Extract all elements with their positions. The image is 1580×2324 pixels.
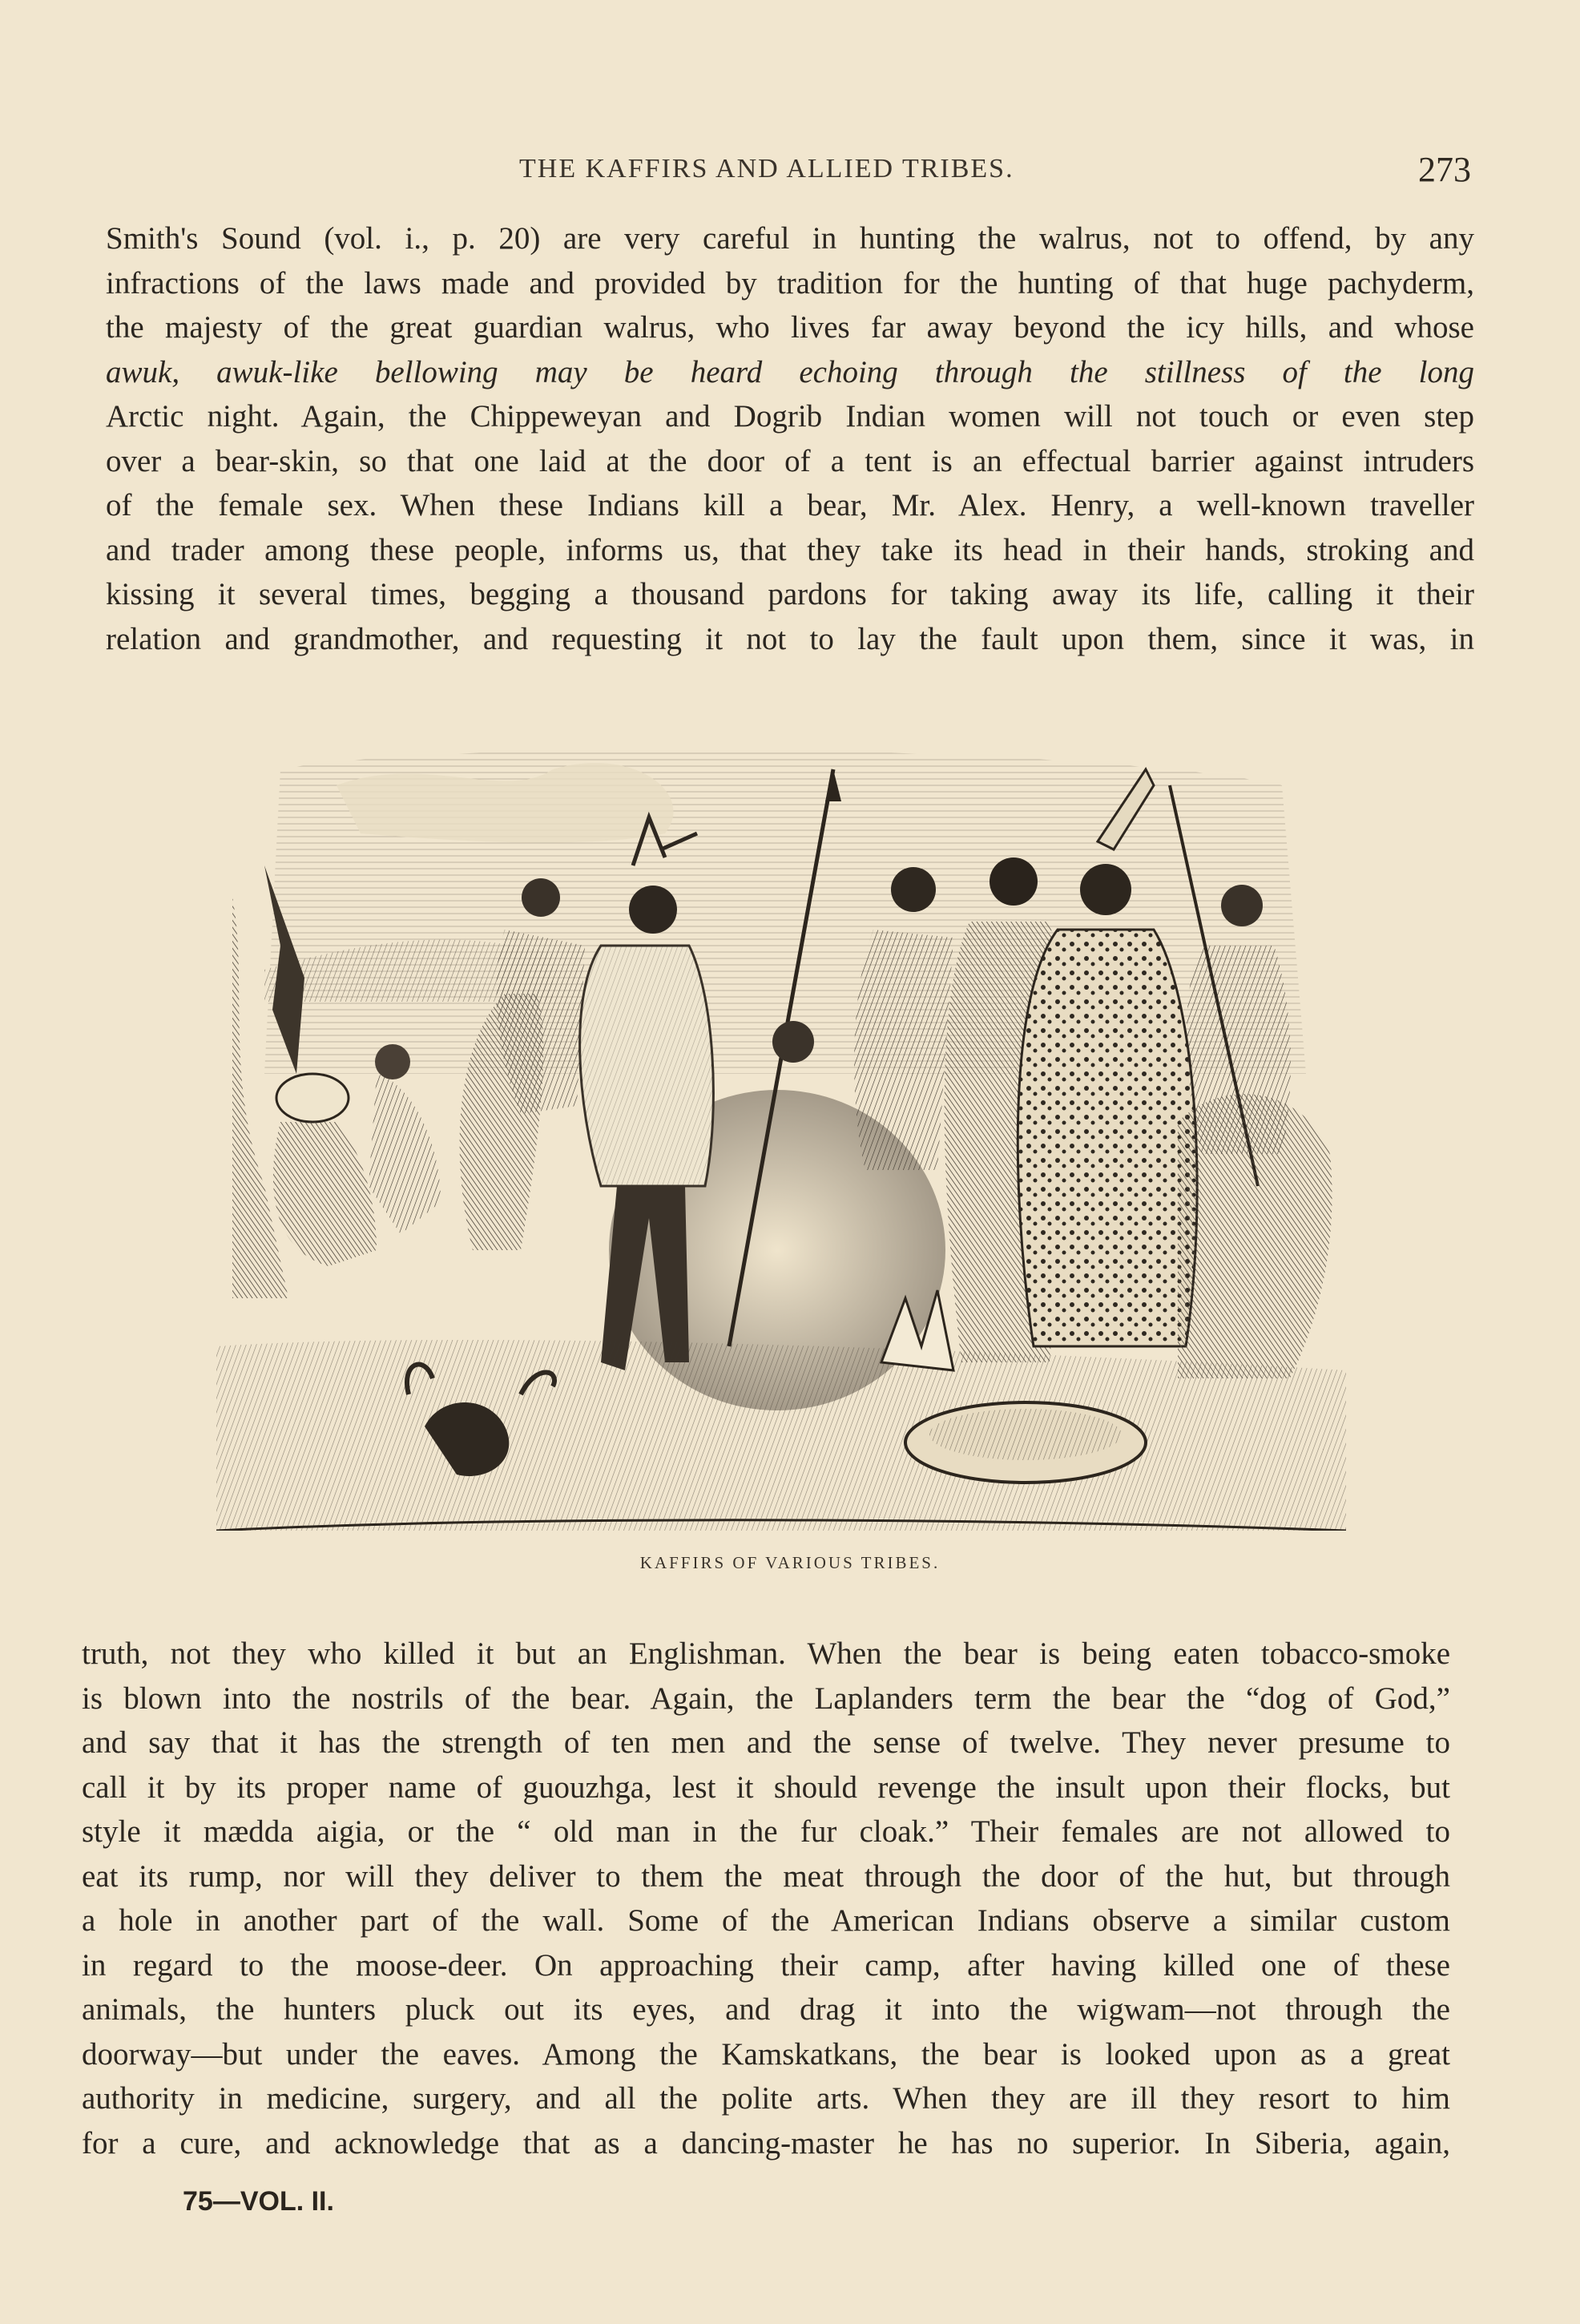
text-line: the majesty of the great guardian walrus, who lives far away beyond the icy hills, and whose	[106, 310, 1474, 345]
text-line: authority in medicine, surgery, and all the polite arts. When they are ill they resort to him	[82, 2081, 1450, 2116]
running-head: THE KAFFIRS AND ALLIED TRIBES.	[519, 154, 1014, 184]
paragraph-top	[106, 216, 1474, 661]
text-line: for a cure, and acknowledge that as a dancing-master he has no superior. In Siberia, again,	[82, 2125, 1450, 2161]
text-line: call it by its proper name of guouzhga, lest it should revenge the insult upon their flocks, but	[82, 1769, 1450, 1805]
text-line: over a bear-skin, so that one laid at the door of a tent is an effectual barrier against intruders	[106, 443, 1474, 478]
page-number: 273	[1418, 150, 1471, 189]
text-line: in regard to the moose-deer. On approaching their camp, after having killed one of these	[82, 1947, 1450, 1983]
text-line: and say that it has the strength of ten men and the sense of twelve. They never presume to	[82, 1725, 1450, 1760]
text-line: awuk, awuk-like bellowing may be heard echoing through the stillness of the long	[106, 354, 1474, 389]
page-header	[0, 149, 1580, 197]
text-line: a hole in another part of the wall. Some of the American Indians observe a similar custom	[82, 1903, 1450, 1938]
text-line: animals, the hunters pluck out its eyes, and drag it into the wigwam—not through the	[82, 1992, 1450, 2027]
figure-caption: KAFFIRS OF VARIOUS TRIBES.	[639, 1553, 941, 1572]
text-line: Smith's Sound (vol. i., p. 20) are very careful in hunting the walrus, not to offend, by any	[106, 221, 1474, 256]
text-line: Arctic night. Again, the Chippeweyan and Dogrib Indian women will not touch or even step	[106, 399, 1474, 434]
text-line: kissing it several times, begging a thousand pardons for taking away its life, calling it their	[106, 577, 1474, 611]
text-line: is blown into the nostrils of the bear. Again, the Laplanders term the bear the “dog of God,”	[82, 1680, 1450, 1716]
signature-mark: 75—VOL. II.	[183, 2186, 334, 2217]
text-line: infractions of the laws made and provided by tradition for the hunting of that huge pachyderm,	[106, 265, 1474, 301]
text-line: truth, not they who killed it but an Englishman. When the bear is being eaten tobacco-smoke	[82, 1636, 1450, 1671]
text-line: eat its rump, nor will they deliver to them the meat through the door of the hut, but through	[82, 1858, 1450, 1894]
text-line: of the female sex. When these Indians kill a bear, Mr. Alex. Henry, a well-known traveller	[106, 488, 1474, 522]
paragraph-bottom	[82, 1632, 1450, 2165]
text-line: relation and grandmother, and requesting it not to lay the fault upon them, since it was, in	[106, 621, 1474, 656]
engraving-illustration	[216, 737, 1346, 1531]
text-line: and trader among these people, informs us, that they take its head in their hands, stroking and	[106, 532, 1474, 567]
text-line: doorway—but under the eaves. Among the Kamskatkans, the bear is looked upon as a great	[82, 2036, 1450, 2072]
text-line: style it mædda aigia, or the “ old man in the fur cloak.” Their females are not allowed to	[82, 1814, 1450, 1849]
